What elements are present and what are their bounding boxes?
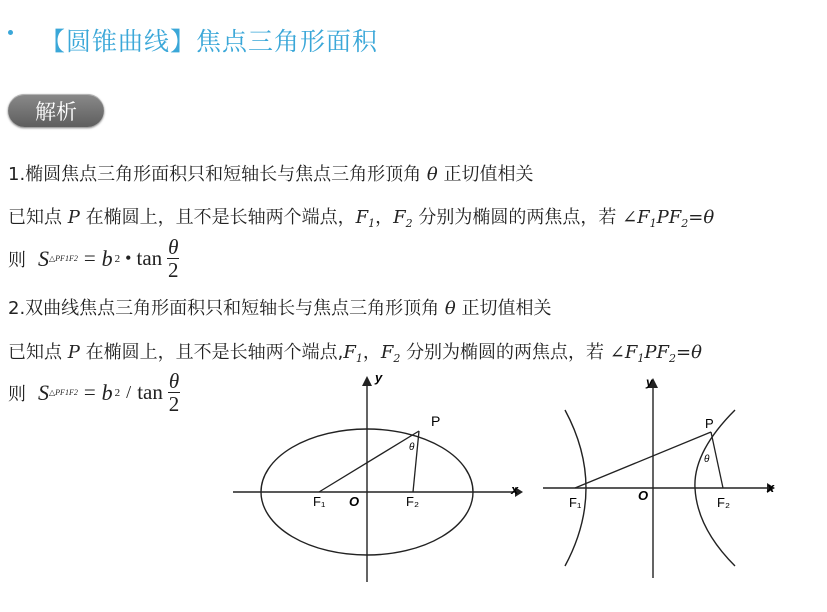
- area-symbol: S: [38, 379, 49, 405]
- y-label: y: [646, 375, 653, 389]
- y-axis-arrow: [362, 376, 372, 386]
- equals: =: [83, 380, 96, 404]
- equals: =: [688, 207, 704, 228]
- sub-1: 1: [64, 254, 69, 263]
- given-text-b: 在椭圆上，且不是长轴两个端点，: [85, 207, 356, 228]
- analysis-badge: 解析: [8, 94, 104, 127]
- square: 2: [114, 252, 121, 265]
- given-text-b: 在椭圆上，且不是长轴两个端点,: [85, 342, 344, 363]
- ellipse-formula: [8, 236, 179, 281]
- x-label: x: [767, 480, 775, 495]
- y-label: y: [375, 370, 383, 385]
- triangle-symbol: △: [49, 388, 56, 397]
- x-label: x: [511, 482, 519, 497]
- sub-f: F: [68, 254, 74, 263]
- sub-1: 1: [64, 388, 69, 397]
- numerator: θ: [168, 369, 180, 393]
- theta-over-two: [168, 370, 180, 415]
- sub-2: 2: [73, 388, 78, 397]
- hyperbola-formula: [8, 370, 180, 415]
- point-p: P: [67, 207, 80, 228]
- numerator: θ: [168, 235, 179, 259]
- b-symbol: b: [101, 245, 113, 271]
- theta-label: θ: [704, 454, 710, 465]
- given-text-a: 已知点: [8, 342, 62, 363]
- sub-1: 1: [355, 352, 363, 365]
- ellipse-diagram: [225, 368, 525, 586]
- sub-1: 1: [649, 217, 657, 230]
- heading-tail: 正切值相关: [461, 298, 552, 319]
- f2-label: F₂: [406, 494, 419, 509]
- given-text-c: 分别为椭圆的两焦点，若: [406, 342, 605, 363]
- theta-over-two: [167, 236, 179, 281]
- heading-text: 2.双曲线焦点三角形面积只和短轴长与焦点三角形顶角: [8, 298, 440, 319]
- theta-symbol: θ: [426, 164, 438, 185]
- point-p-label: P: [431, 413, 441, 429]
- angle-symbol: ∠: [609, 342, 625, 363]
- given-text-c: 分别为椭圆的两焦点，若: [418, 207, 617, 228]
- denominator: 2: [168, 392, 180, 416]
- sub-2: 2: [681, 217, 689, 230]
- hyperbola-diagram: [535, 370, 779, 580]
- heading-tail: 正切值相关: [443, 164, 534, 185]
- angle-pf: PF: [656, 207, 682, 228]
- tan-function: tan: [137, 380, 163, 404]
- theta-label: θ: [409, 442, 415, 453]
- then-text: 则: [8, 383, 26, 405]
- angle-f1: F: [624, 342, 638, 363]
- focus-f2: F: [380, 342, 394, 363]
- triangle-symbol: △: [49, 254, 56, 263]
- segment-pf1: [319, 431, 419, 492]
- segment-pf2: [413, 431, 419, 492]
- given-text-a: 已知点: [8, 207, 62, 228]
- area-symbol: S: [38, 245, 49, 271]
- sub-f: F: [68, 388, 74, 397]
- segment-pf1: [575, 432, 711, 488]
- ellipse-given: [8, 203, 714, 230]
- denominator: 2: [168, 258, 179, 282]
- angle-pf: PF: [644, 342, 669, 363]
- square: 2: [114, 386, 121, 399]
- b-symbol: b: [101, 379, 113, 405]
- focus-f2: F: [393, 207, 406, 228]
- then-text: 则: [8, 249, 26, 271]
- segment-pf2: [711, 432, 723, 488]
- theta-symbol: θ: [703, 207, 715, 228]
- equals: =: [676, 342, 692, 363]
- hyperbola-given: [8, 338, 702, 365]
- sub-2: 2: [393, 352, 401, 365]
- point-p: P: [67, 342, 80, 363]
- theta-symbol: θ: [691, 342, 702, 363]
- focus-f1: F: [355, 207, 369, 228]
- page-title: 【圆锥曲线】焦点三角形面积: [40, 27, 379, 56]
- origin-label: O: [349, 494, 360, 509]
- comma: ，: [375, 207, 394, 228]
- sub-2: 2: [405, 217, 413, 230]
- theta-symbol: θ: [444, 298, 456, 319]
- ellipse-heading: [8, 160, 533, 186]
- operator: /: [126, 382, 132, 402]
- sub-2: 2: [73, 254, 78, 263]
- sub-1: 1: [368, 217, 376, 230]
- equals: =: [83, 246, 96, 270]
- angle-f1: F: [637, 207, 650, 228]
- sub-pf: PF: [55, 388, 65, 397]
- point-p-label: P: [705, 416, 714, 431]
- f2-label: F₂: [717, 495, 730, 510]
- comma: ，: [362, 342, 381, 363]
- origin-label: O: [638, 488, 649, 503]
- heading-text: 1.椭圆焦点三角形面积只和短轴长与焦点三角形顶角: [8, 164, 422, 185]
- angle-symbol: ∠: [622, 207, 638, 228]
- operator: •: [125, 248, 132, 268]
- sub-pf: PF: [55, 254, 65, 263]
- sub-2: 2: [669, 352, 676, 365]
- tan-function: tan: [136, 246, 163, 270]
- hyperbola-heading: [8, 294, 551, 320]
- title-bullet: [8, 30, 13, 35]
- f1-label: F₁: [313, 494, 326, 509]
- focus-f1: F: [343, 342, 356, 363]
- f1-label: F₁: [569, 495, 582, 510]
- sub-1: 1: [637, 352, 645, 365]
